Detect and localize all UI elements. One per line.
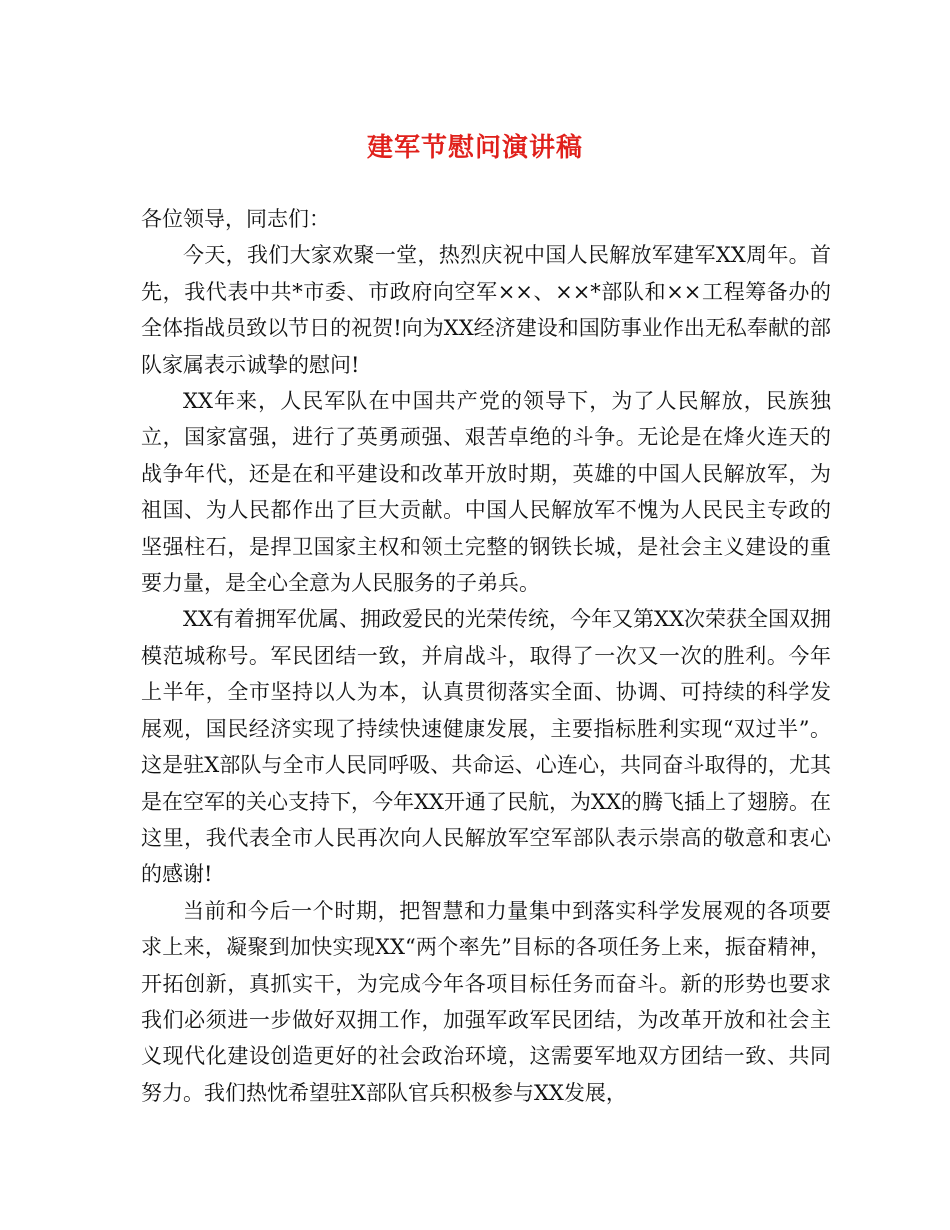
salutation: 各位领导，同志们： — [141, 207, 330, 231]
paragraph-3: XX有着拥军优属、拥政爱民的光荣传统，今年又第XX次荣获全国双拥模范城称号。军民团结一致，并肩战斗，取得了一次又一次的胜利。今年上半年，全市坚持以人为本，认真贯彻落实全面、协调、可持续的科学发展观，国民经济实现了持续快速健康发展，主要指标胜利实现“双过半”。这是驻X部队与全市人民同呼吸、共命运、心连心，共同奋斗取得的，尤其是在空军的关心支持下，今年XX开通了民航，为XX的腾飞插上了翅膀。在这里，我代表全市人民再次向人民解放军空军部队表示崇高的敬意和衷心的感谢! — [141, 607, 831, 887]
paragraph-4: 当前和今后一个时期，把智慧和力量集中到落实科学发展观的各项要求上来，凝聚到加快实现XX“两个率先”目标的各项任务上来，振奋精神，开拓创新，真抓实干，为完成今年各项目标任务而奋斗。新的形势也要求我们必须进一步做好双拥工作，加强军政军民团结，为改革开放和社会主义现代化建设创造更好的社会政治环境，这需要军地双方团结一致、共同努力。我们热忱希望驻X部队官兵积极参与XX发展， — [141, 898, 831, 1105]
paragraph-2: XX年来，人民军队在中国共产党的领导下，为了人民解放，民族独立，国家富强，进行了英勇顽强、艰苦卓绝的斗争。无论是在烽火连天的战争年代，还是在和平建设和改革开放时期，英雄的中国人民解放军，为祖国、为人民都作出了巨大贡献。中国人民解放军不愧为人民民主专政的坚强柱石，是捍卫国家主权和领土完整的钢铁长城，是社会主义建设的重要力量，是全心全意为人民服务的子弟兵。 — [141, 389, 831, 596]
document-body — [141, 201, 831, 1111]
document-title: 建军节慰问演讲稿 — [366, 133, 583, 163]
paragraph-1: 今天，我们大家欢聚一堂，热烈庆祝中国人民解放军建军XX周年。首先，我代表中共*市委、市政府向空军××、××*部队和××工程筹备办的全体指战员致以节日的祝贺!向为XX经济建设和国防事业作出无私奉献的部队家属表示诚挚的慰问! — [141, 243, 831, 377]
